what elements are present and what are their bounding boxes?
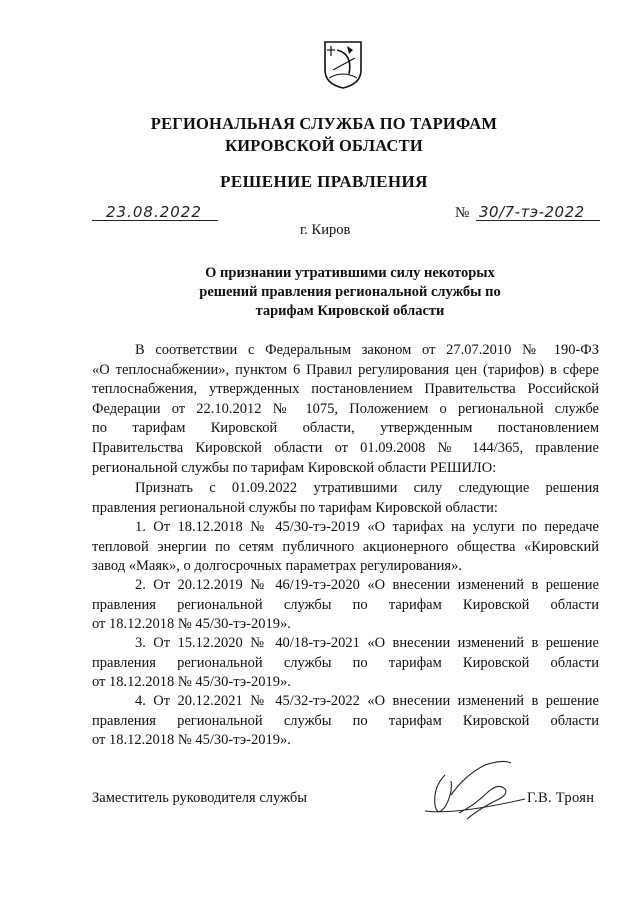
text-line: Правительства Кировской области от 01.09.2008 № 144/365, правление: [92, 439, 599, 456]
handwritten-signature: [415, 755, 535, 825]
city-label: г. Киров: [300, 222, 351, 238]
text-line: тепловой энергии по сетям публичного акционерного общества «Кировский: [92, 538, 599, 555]
coat-of-arms-emblem: [323, 40, 363, 90]
decision-item-3: [92, 634, 599, 693]
decision-item-1: [92, 518, 599, 577]
text-line: по тарифам Кировской области, утвержденным постановлением: [92, 420, 599, 437]
organization-name-line1: РЕГИОНАЛЬНАЯ СЛУЖБА ПО ТАРИФАМ: [150, 114, 498, 133]
number-underline: [476, 220, 600, 221]
handwritten-date: 23.08.2022: [106, 203, 202, 221]
subject-line2: решений правления региональной службы по: [199, 284, 501, 300]
text-line: от 18.12.2018 № 45/30-тэ-2019».: [92, 732, 291, 749]
preamble-paragraph: [92, 341, 599, 478]
text-line: В соответствии с Федеральным законом от 27.07.2010 № 190-ФЗ: [135, 342, 599, 358]
text-line: 4. От 20.12.2021 № 45/32-тэ-2022 «О внесении изменений в решение: [135, 693, 599, 709]
decision-item-2: [92, 576, 599, 635]
text-line: теплоснабжения, утвержденных постановлением Правительства Российской: [92, 381, 599, 398]
subject-line3: тарифам Кировской области: [255, 303, 445, 319]
text-line: Федерации от 22.10.2012 № 1075, Положением о региональной службе: [92, 400, 599, 417]
text-line: 1. От 18.12.2018 № 45/30-тэ-2019 «О тарифах на услуги по передаче: [135, 519, 599, 535]
document-type-title: РЕШЕНИЕ ПРАВЛЕНИЯ: [220, 172, 428, 191]
date-underline: [92, 220, 218, 221]
signatory-position: Заместитель руководителя службы: [92, 790, 308, 806]
text-line: региональной службы по тарифам Кировской области РЕШИЛО:: [92, 459, 497, 476]
text-line: завод «Маяк», о долгосрочных параметрах регулирования».: [92, 558, 462, 575]
text-line: 2. От 20.12.2019 № 46/19-тэ-2020 «О внесении изменений в решение: [135, 577, 599, 593]
decision-paragraph: [92, 479, 599, 518]
text-line: 3. От 15.12.2020 № 40/18-тэ-2021 «О внесении изменений в решение: [135, 635, 599, 651]
text-line: Признать с 01.09.2022 утратившими силу следующие решения: [135, 480, 599, 496]
text-line: от 18.12.2018 № 45/30-тэ-2019».: [92, 674, 291, 691]
organization-name-line2: КИРОВСКОЙ ОБЛАСТИ: [225, 136, 423, 155]
number-sign: №: [455, 205, 470, 221]
signatory-name: Г.В. Троян: [527, 790, 595, 806]
text-line: правления региональной службы по тарифам Кировской области: [92, 596, 599, 613]
subject-line1: О признании утратившими силу некоторых: [205, 265, 495, 281]
text-line: «О теплоснабжении», пунктом 6 Правил регулирования цен (тарифов) в сфере: [92, 361, 599, 378]
decision-item-4: [92, 692, 599, 751]
text-line: от 18.12.2018 № 45/30-тэ-2019».: [92, 616, 291, 633]
text-line: правления региональной службы по тарифам Кировской области: [92, 712, 599, 729]
text-line: правления региональной службы по тарифам Кировской области:: [92, 499, 498, 516]
handwritten-document-number: 30/7-тэ-2022: [479, 203, 585, 221]
text-line: правления региональной службы по тарифам Кировской области: [92, 654, 599, 671]
